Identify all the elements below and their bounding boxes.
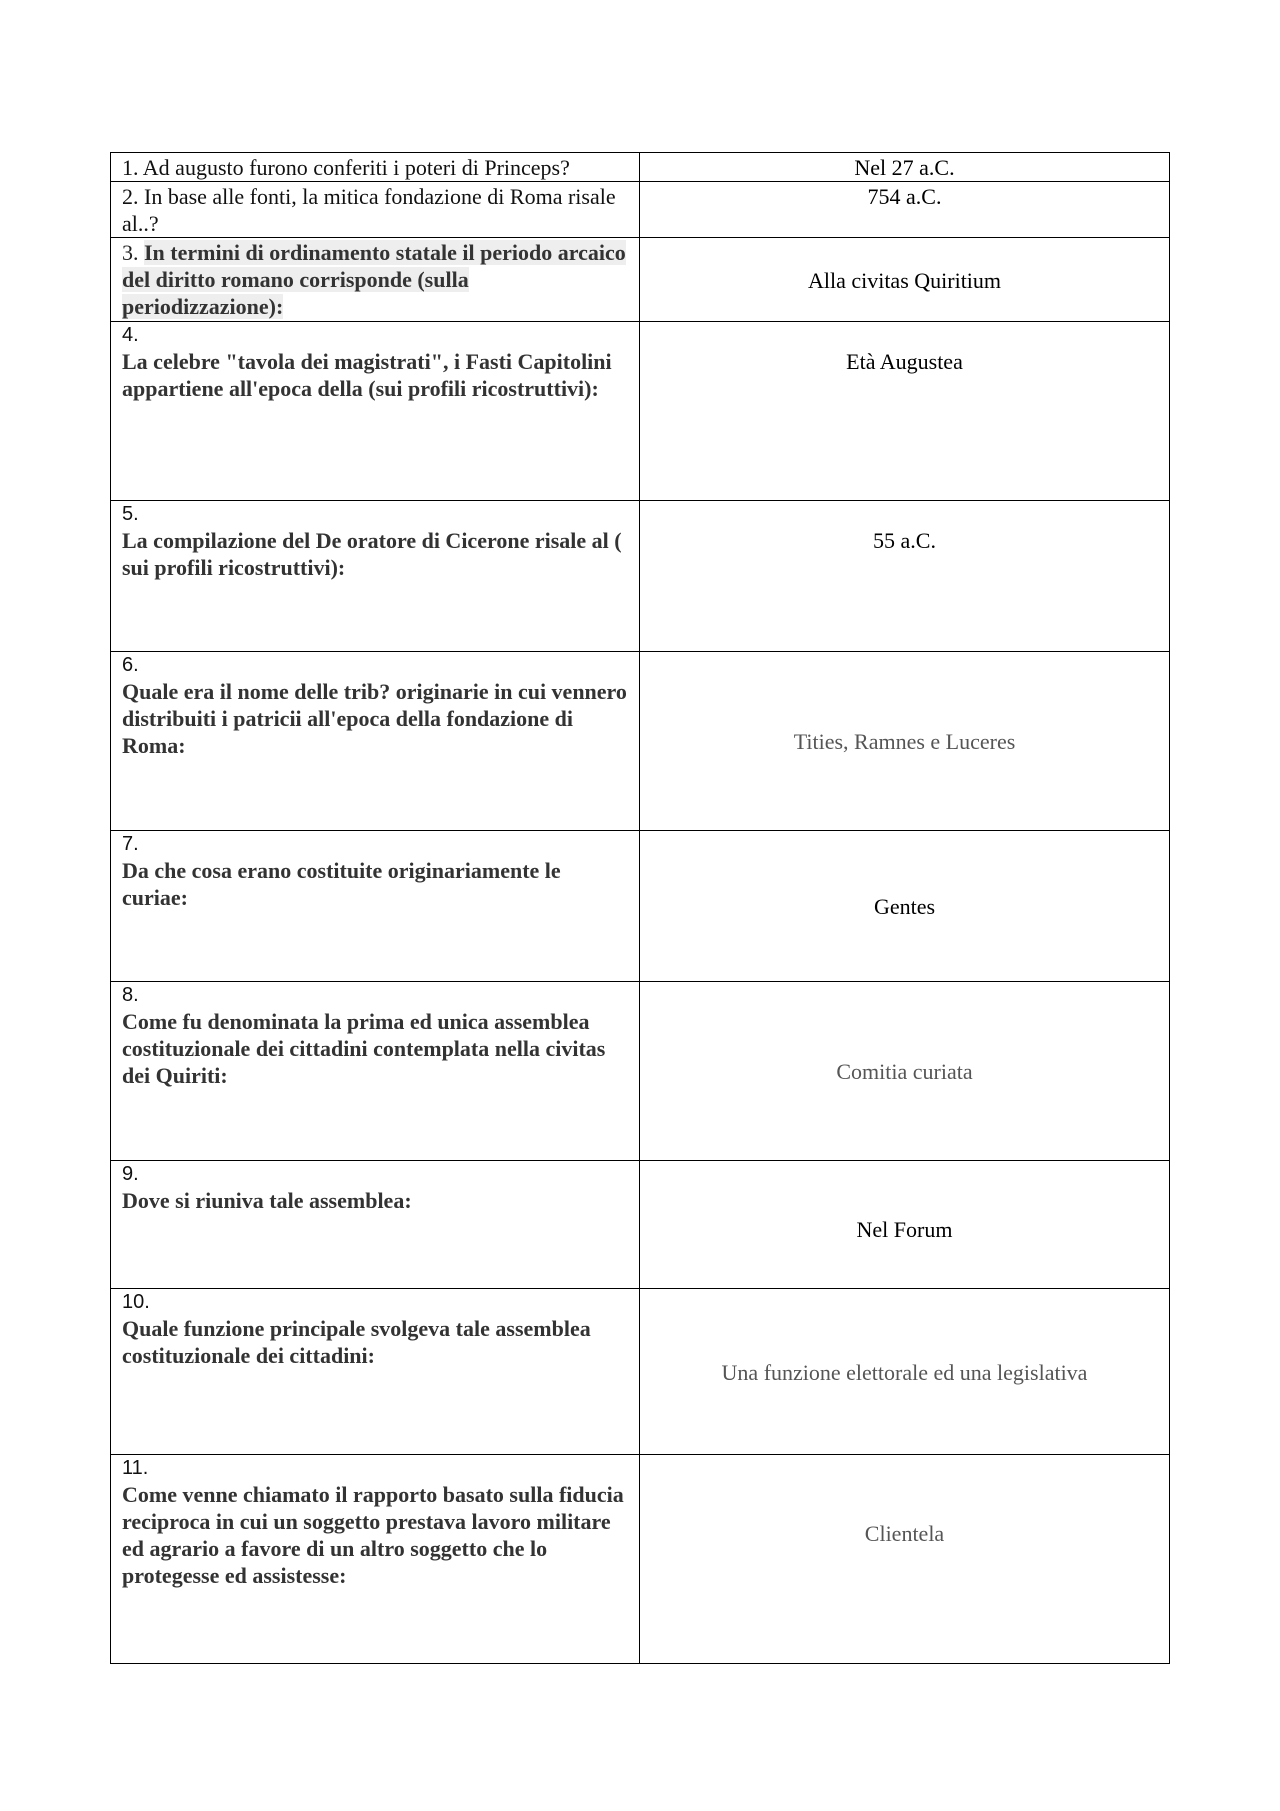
question-cell <box>111 652 640 831</box>
question-cell <box>111 501 640 652</box>
answer-cell: 754 a.C. <box>640 182 1170 238</box>
question-cell <box>111 238 640 322</box>
table-row <box>111 322 1170 501</box>
question-number: 9. <box>122 1163 139 1185</box>
question-text: Come fu denominata la prima ed unica assemblea costituzionale dei cittadini contemplata nella civitas dei Quiriti: <box>122 1009 606 1088</box>
table-row <box>111 1161 1170 1289</box>
answer-cell: Età Augustea <box>640 322 1170 501</box>
answer-cell: Nel 27 a.C. <box>640 153 1170 182</box>
question-text: Da che cosa erano costituite originariamente le curiae: <box>122 858 561 910</box>
question-number: 1. <box>122 155 139 180</box>
table-row <box>111 1455 1170 1664</box>
question-cell <box>111 982 640 1161</box>
question-text: Come venne chiamato il rapporto basato sulla fiducia reciproca in cui un soggetto prestava lavoro militare ed agrario a favore di un altro soggetto che lo protegesse ed assistesse: <box>122 1482 624 1588</box>
question-text: Dove si riuniva tale assemblea: <box>122 1188 412 1213</box>
question-number: 7. <box>122 833 139 855</box>
question-cell <box>111 831 640 982</box>
question-text: Quale era il nome delle trib? originarie in cui vennero distribuiti i patricii all'epoca della fondazione di Roma: <box>122 679 627 758</box>
answer-cell: 55 a.C. <box>640 501 1170 652</box>
table-row <box>111 182 1170 238</box>
question-number: 5. <box>122 503 139 525</box>
question-text: La compilazione del De oratore di Cicerone risale al ( sui profili ricostruttivi): <box>122 528 622 580</box>
question-text: In base alle fonti, la mitica fondazione di Roma risale al..? <box>122 184 616 236</box>
question-number: 11. <box>122 1457 149 1479</box>
answer-cell: Tities, Ramnes e Luceres <box>640 652 1170 831</box>
table-row <box>111 652 1170 831</box>
answer-cell: Una funzione elettorale ed una legislativa <box>640 1289 1170 1455</box>
question-number: 3. <box>122 240 139 265</box>
question-cell <box>111 322 640 501</box>
question-cell <box>111 1289 640 1455</box>
table-row <box>111 153 1170 182</box>
table-row <box>111 238 1170 322</box>
question-text: Ad augusto furono conferiti i poteri di Princeps? <box>142 155 570 180</box>
answer-cell: Comitia curiata <box>640 982 1170 1161</box>
question-number: 8. <box>122 984 139 1006</box>
question-text: La celebre "tavola dei magistrati", i Fasti Capitolini appartiene all'epoca della (sui profili ricostruttivi): <box>122 349 612 401</box>
question-cell <box>111 182 640 238</box>
table-row <box>111 1289 1170 1455</box>
answer-cell: Clientela <box>640 1455 1170 1664</box>
table-row <box>111 831 1170 982</box>
table-row <box>111 501 1170 652</box>
question-number: 2. <box>122 184 139 209</box>
question-cell <box>111 153 640 182</box>
quiz-table <box>110 152 1170 1664</box>
question-cell <box>111 1161 640 1289</box>
question-number: 6. <box>122 654 139 676</box>
table-row <box>111 982 1170 1161</box>
answer-cell: Alla civitas Quiritium <box>640 238 1170 322</box>
question-cell <box>111 1455 640 1664</box>
question-text: Quale funzione principale svolgeva tale assemblea costituzionale dei cittadini: <box>122 1316 591 1368</box>
question-text: In termini di ordinamento statale il periodo arcaico del diritto romano corrisponde (sulla periodizzazione): <box>122 240 626 319</box>
question-number: 10. <box>122 1291 150 1313</box>
answer-cell: Nel Forum <box>640 1161 1170 1289</box>
answer-cell: Gentes <box>640 831 1170 982</box>
question-number: 4. <box>122 324 139 346</box>
